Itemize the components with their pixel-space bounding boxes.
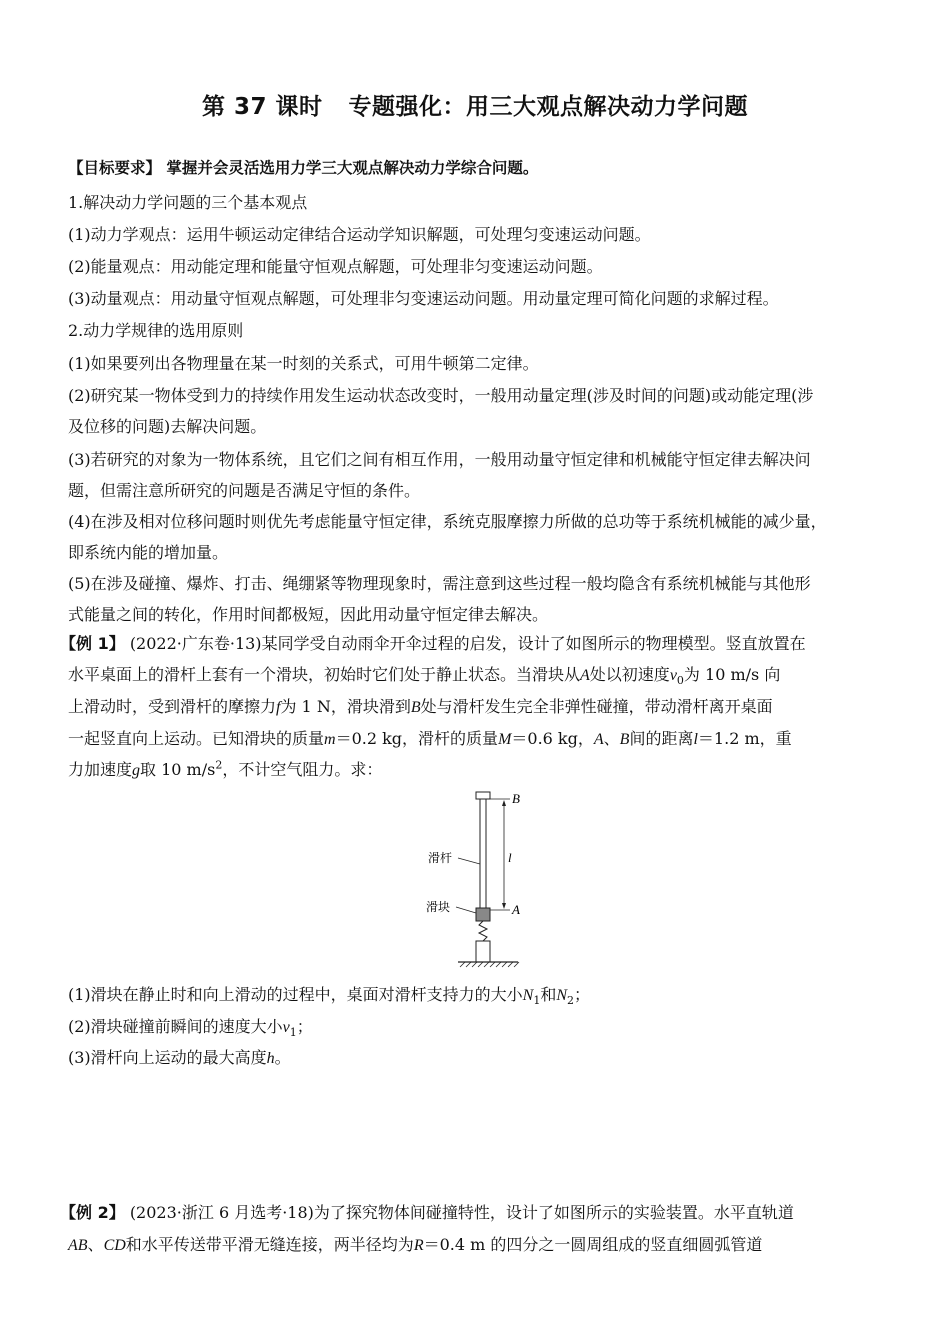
example2-line: 【例 2】 (2023·浙江 6 月选考·18)为了探究物体间碰撞特性，设计了如图所示的实验装置。水平直轨道 [60,1203,794,1222]
example1-line: 一起竖直向上运动。已知滑块的质量m＝0.2 kg，滑杆的质量M＝0.6 kg，A、B间的距离l＝1.2 m，重 [68,729,792,748]
example2-line: AB、CD和水平传送带平滑无缝连接，两半径均为R＝0.4 m 的四分之一圆周组成的竖直细圆弧管道 [68,1235,763,1254]
section2-item: (2)研究某一物体受到力的持续作用发生运动状态改变时，一般用动量定理(涉及时间的问题)或动能定理(涉 [68,386,814,405]
example1-line: 力加速度g取 10 $m/s^2$，不计空气阻力。求： [68,758,383,779]
arrow-up-icon [502,800,506,806]
rod-top-cap [476,792,490,799]
rod-slider-figure [420,786,540,972]
section2-item: (3)若研究的对象为一物体系统，且它们之间有相互作用，一般用动量守恒定律和机械能守恒定律去解决问 [68,450,811,469]
example1-line: 【例 1】 (2022·广东卷·13)某同学受自动雨伞开伞过程的启发，设计了如图所示的物理模型。竖直放置在 [60,634,806,653]
question-3: (3)滑杆向上运动的最大高度h。 [68,1048,291,1067]
section1-item: (3)动量观点：用动量守恒观点解题，可处理非匀变速运动问题。用动量定理可简化问题的求解过程。 [68,289,779,308]
slider-block [476,908,490,921]
ground-hatch [460,962,519,967]
block-leader [456,907,476,913]
section1-item: (2)能量观点：用动能定理和能量守恒观点解题，可处理非匀变速运动问题。 [68,257,603,276]
example1-line: 上滑动时，受到滑杆的摩擦力f为 1 N，滑块滑到B处与滑杆发生完全非弹性碰撞，带动滑杆离开桌面 [68,697,773,716]
section1-item: (1)动力学观点：运用牛顿运动定律结合运动学知识解题，可处理匀变速运动问题。 [68,225,651,244]
section2-item: 题，但需注意所研究的问题是否满足守恒的条件。 [68,481,421,500]
section2-heading: 2.动力学规律的选用原则 [68,321,244,340]
label-rod: 滑杆 [428,851,453,865]
label-l: l [508,850,512,865]
label-A: A [512,902,520,917]
question-2: (2)滑块碰撞前瞬间的速度大小$v_1$； [68,1017,313,1040]
rod-base [476,941,490,962]
example1-line: 水平桌面上的滑杆上套有一个滑块，初始时它们处于静止状态。当滑块从A处以初速度$v_0$为 10 m/s 向 [68,665,781,688]
goal-requirement: 【目标要求】 掌握并会灵活选用力学三大观点解决动力学综合问题。 [68,159,539,177]
section2-item: (4)在涉及相对位移问题时则优先考虑能量守恒定律，系统克服摩擦力所做的总功等于系统机械能的减少量， [68,512,827,531]
rod-leader [458,858,480,864]
section1-heading: 1.解决动力学问题的三个基本观点 [68,193,308,212]
section2-item: 及位移的问题)去解决问题。 [68,417,267,436]
section2-item: (5)在涉及碰撞、爆炸、打击、绳绷紧等物理现象时，需注意到这些过程一般均隐含有系统机械能与其他形 [68,574,811,593]
page-title: 第 37 课时 专题强化：用三大观点解决动力学问题 [201,94,749,120]
spring [479,921,487,941]
arrow-down-icon [502,903,506,909]
section2-item: 即系统内能的增加量。 [68,543,229,562]
label-B: B [512,791,520,806]
label-block: 滑块 [426,900,451,914]
section2-item: (1)如果要列出各物理量在某一时刻的关系式，可用牛顿第二定律。 [68,354,539,373]
section2-item: 式能量之间的转化，作用时间都极短，因此用动量守恒定律去解决。 [68,605,549,624]
question-1: (1)滑块在静止时和向上滑动的过程中，桌面对滑杆支持力的大小$N_1$和$N_2$； [68,985,591,1008]
